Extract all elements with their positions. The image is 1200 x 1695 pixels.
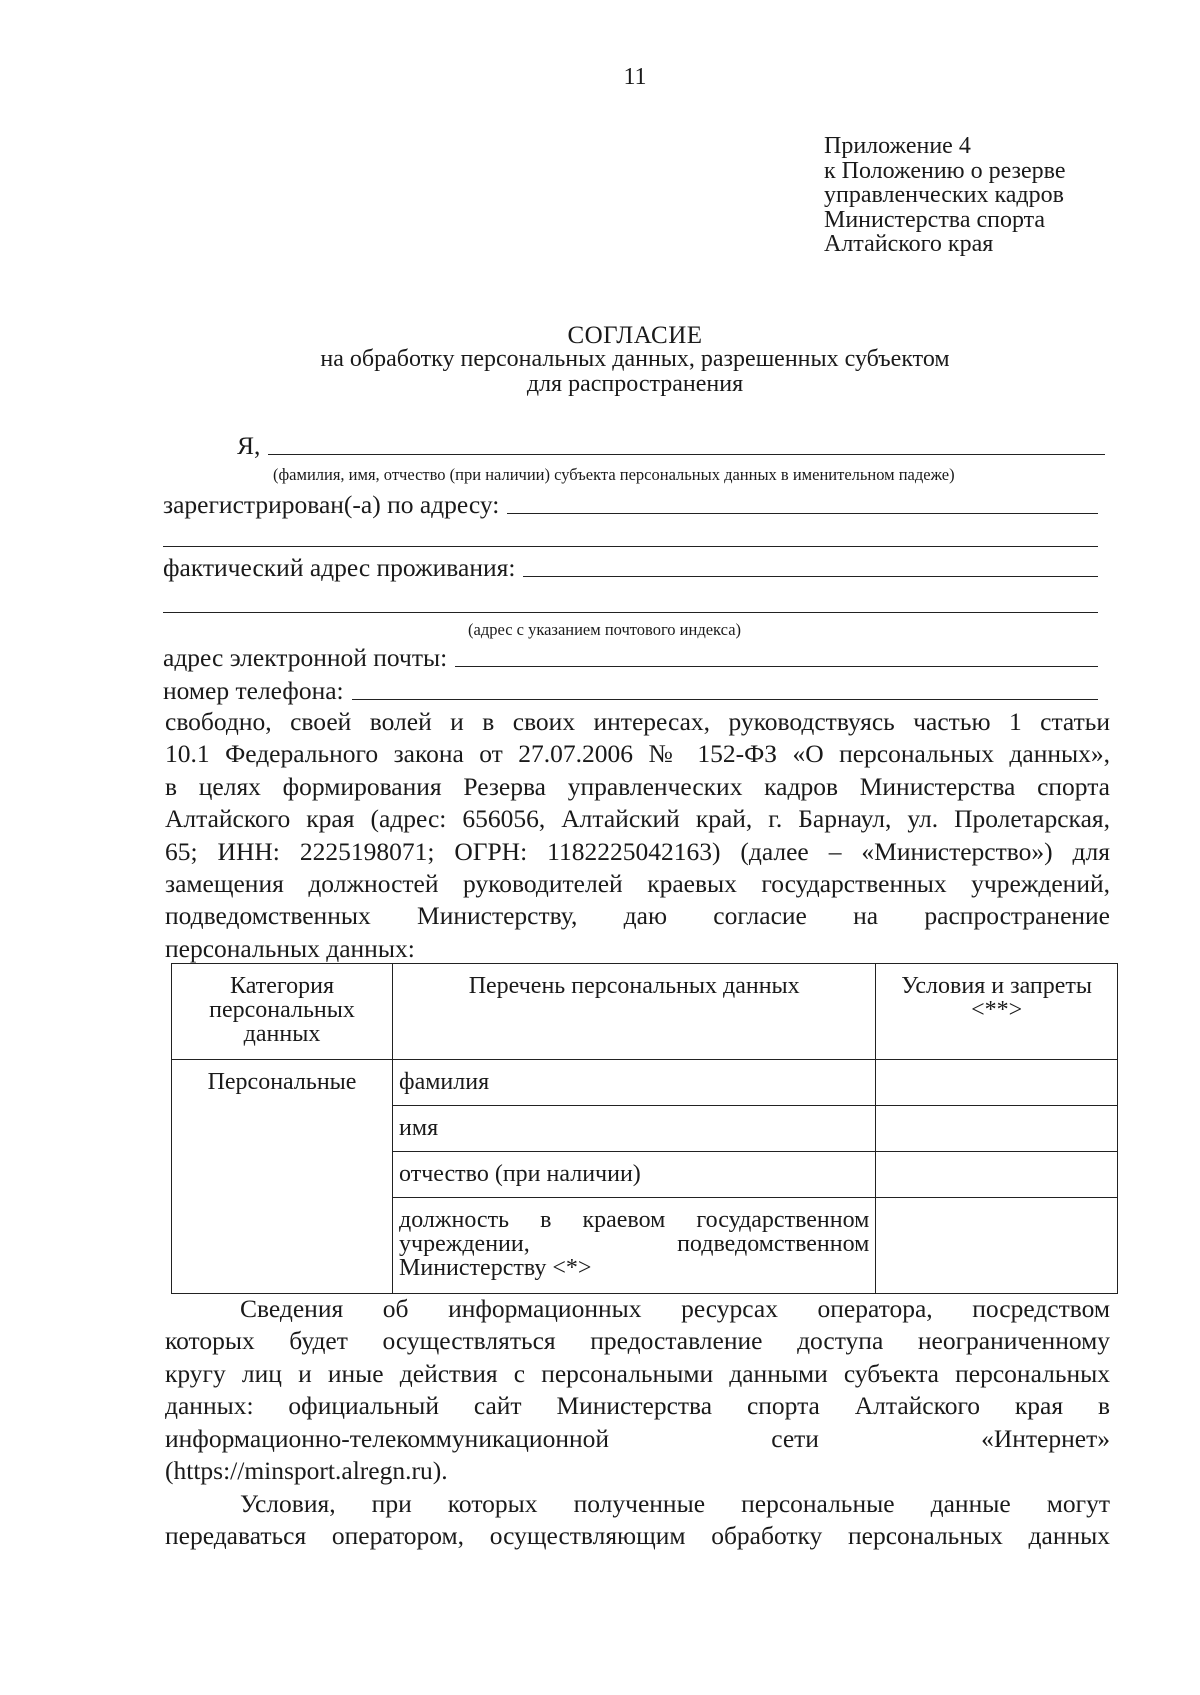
transfer-conditions-paragraph [165, 1488, 1110, 1553]
conditions-cell[interactable] [876, 1060, 1118, 1106]
phone-label: номер телефона: [163, 676, 344, 705]
header-conditions: Условия и запреты <**> [876, 964, 1118, 1060]
personal-data-table [171, 963, 1118, 1294]
paragraph-line: данных: официальный сайт Министерства спорта Алтайского края в [165, 1391, 1110, 1421]
item-cell: фамилия [393, 1060, 876, 1106]
item-cell: должность в краевом государственном учреждении, подведомственном Министерству <*> [393, 1198, 876, 1294]
paragraph-line: свободно, своей волей и в своих интересах, руководствуясь частью 1 статьи [165, 707, 1110, 736]
paragraph-line: Сведения об информационных ресурсах оператора, посредством [240, 1294, 1110, 1323]
phone-row [163, 676, 1098, 706]
paragraph-line: информационно-телекоммуникационной сети «Интернет» [165, 1423, 1110, 1453]
paragraph-line: 10.1 Федерального закона от 27.07.2006 № 152-ФЗ «О персональных данных», [165, 739, 1110, 769]
email-row [163, 643, 1098, 673]
fio-field[interactable] [268, 453, 1105, 455]
paragraph-line: персональных данных: [165, 933, 415, 963]
paragraph-line: передаваться оператором, осуществляющим обработку персональных данных [165, 1521, 1110, 1551]
conditions-cell[interactable] [876, 1198, 1118, 1294]
appendix-line: Приложение 4 [824, 133, 971, 159]
category-cell: Персональные [172, 1060, 393, 1294]
actual-address-row [163, 553, 1098, 583]
email-label: адрес электронной почты: [163, 643, 448, 672]
item-cell: отчество (при наличии) [393, 1152, 876, 1198]
info-resources-paragraph [165, 1293, 1110, 1487]
address-hint: (адрес с указанием почтового индекса) [468, 620, 742, 639]
fio-label: Я, [237, 431, 261, 460]
paragraph-line: которых будет осуществляться предоставление доступа неограниченному [165, 1326, 1110, 1356]
paragraph-line: Алтайского края (адрес: 656056, Алтайский край, г. Барнаул, ул. Пролетарская, [165, 804, 1110, 834]
appendix-line: к Положению о резерве [824, 157, 1066, 184]
phone-field[interactable] [352, 698, 1098, 700]
paragraph-line: 65; ИНН: 2225198071; ОГРН: 1182225042163) (далее – «Министерство») для [165, 836, 1110, 866]
subtitle-line: на обработку персональных данных, разрешенных субъектом [320, 346, 950, 372]
paragraph-line: (https://minsport.alregn.ru). [165, 1456, 448, 1486]
appendix-header [824, 134, 1066, 257]
paragraph-line: в целях формирования Резерва управленческих кадров Министерства спорта [165, 771, 1110, 801]
email-field[interactable] [455, 665, 1098, 667]
appendix-line: управленческих кадров [824, 182, 1064, 208]
paragraph-line: Условия, при которых полученные персональные данные могут [240, 1489, 1110, 1518]
registered-address-field-line2[interactable] [163, 546, 1098, 547]
paragraph-line: кругу лиц и иные действия с персональными данными субъекта персональных [165, 1358, 1110, 1388]
item-cell: имя [393, 1106, 876, 1152]
actual-address-field-line2[interactable] [163, 612, 1098, 613]
paragraph-line: замещения должностей руководителей краевых государственных учреждений, [165, 869, 1110, 899]
consent-paragraph [165, 706, 1110, 965]
page-number: 11 [623, 64, 647, 90]
fio-row [237, 431, 1105, 461]
appendix-line: Министерства спорта [824, 206, 1046, 233]
actual-address-label: фактический адрес проживания: [163, 553, 516, 582]
registered-address-field[interactable] [507, 512, 1098, 514]
conditions-cell[interactable] [876, 1152, 1118, 1198]
actual-address-field[interactable] [523, 575, 1098, 577]
conditions-cell[interactable] [876, 1106, 1118, 1152]
subtitle-line: для распространения [526, 371, 744, 397]
document-title: СОГЛАСИЕ [567, 322, 703, 349]
table-header-row [172, 964, 1118, 1060]
registered-address-row [163, 490, 1098, 520]
appendix-line: Алтайского края [824, 231, 994, 257]
document-subtitle [0, 347, 1200, 397]
table-row [172, 1060, 1118, 1106]
header-category: Категория персональных данных [172, 964, 393, 1060]
fio-hint: (фамилия, имя, отчество (при наличии) субъекта персональных данных в именительном падеже) [273, 465, 955, 484]
header-list: Перечень персональных данных [393, 964, 876, 1060]
registered-address-label: зарегистрирован(-а) по адресу: [163, 490, 500, 519]
paragraph-line: подведомственных Министерству, даю согласие на распространение [165, 901, 1110, 931]
